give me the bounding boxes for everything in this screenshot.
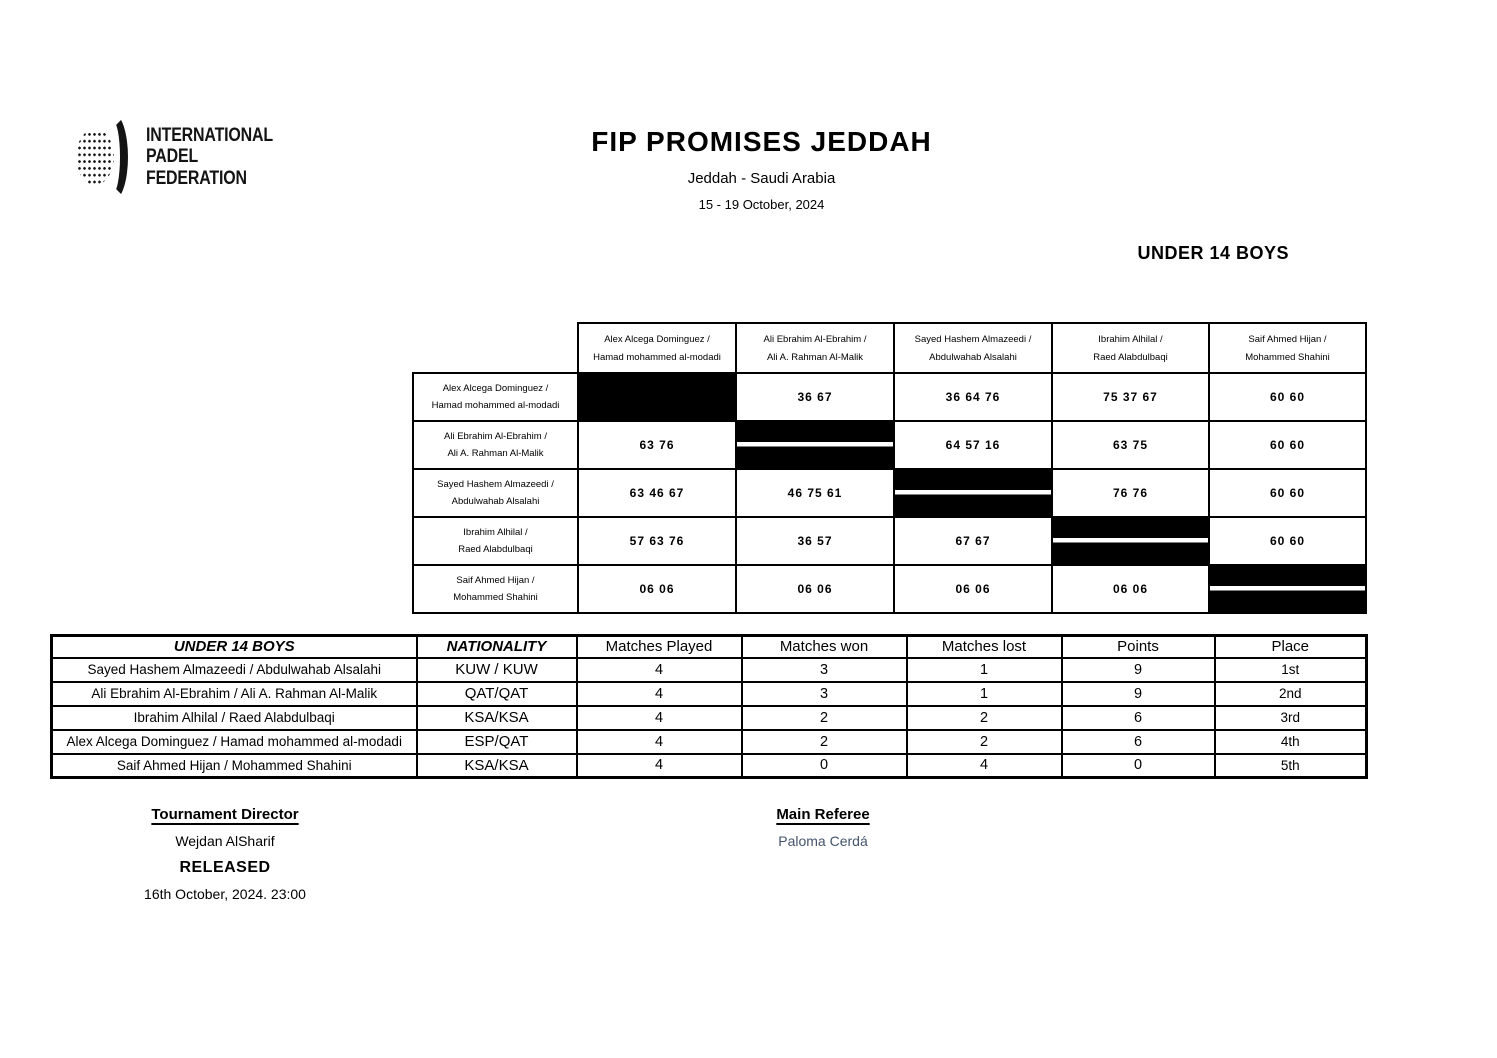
score-cell: 36 67 bbox=[736, 373, 894, 421]
points-cell: 6 bbox=[1062, 730, 1215, 754]
matrix-col-header bbox=[1209, 323, 1366, 373]
standings-header-category: UNDER 14 BOYS bbox=[52, 636, 417, 658]
matches-won-cell: 3 bbox=[742, 682, 907, 706]
team-name-line2: Hamad mohammed al-modadi bbox=[431, 400, 560, 411]
team-name-line2: Ali A. Rahman Al-Malik bbox=[447, 448, 544, 459]
results-matrix-table bbox=[412, 322, 1367, 614]
team-name-line1: Alex Alcega Dominguez / bbox=[604, 333, 710, 345]
matrix-col-header bbox=[736, 323, 894, 373]
matches-lost-cell: 2 bbox=[907, 706, 1062, 730]
team-name-line1: Saif Ahmed Hijan / bbox=[1248, 333, 1327, 345]
diagonal-cell bbox=[1052, 517, 1209, 565]
team-name-line2: Abdulwahab Alsalahi bbox=[451, 496, 540, 507]
team-name-line1: Saif Ahmed Hijan / bbox=[456, 575, 535, 586]
standings-header-matches-played: Matches Played bbox=[577, 636, 742, 658]
matches-lost-cell: 1 bbox=[907, 658, 1062, 682]
standings-row bbox=[52, 658, 1367, 682]
standings-header-nationality: NATIONALITY bbox=[417, 636, 577, 658]
team-name-line1: Ibrahim Alhilal / bbox=[463, 527, 528, 538]
points-cell: 6 bbox=[1062, 706, 1215, 730]
standings-header-place: Place bbox=[1215, 636, 1367, 658]
team-name-line1: Sayed Hashem Almazeedi / bbox=[914, 333, 1032, 345]
nationality-cell: KSA/KSA bbox=[417, 754, 577, 778]
tournament-director-name: Wejdan AlSharif bbox=[175, 833, 275, 849]
matches-played-cell: 4 bbox=[577, 658, 742, 682]
score-cell: 06 06 bbox=[736, 565, 894, 613]
points-cell: 9 bbox=[1062, 658, 1215, 682]
matches-won-cell: 2 bbox=[742, 706, 907, 730]
score-cell: 57 63 76 bbox=[578, 517, 736, 565]
score-cell: 60 60 bbox=[1209, 421, 1366, 469]
place-cell: 5th bbox=[1215, 754, 1367, 778]
matches-played-cell: 4 bbox=[577, 706, 742, 730]
matrix-col-header bbox=[578, 323, 736, 373]
main-referee-name: Paloma Cerdá bbox=[778, 833, 868, 849]
matches-won-cell: 2 bbox=[742, 730, 907, 754]
matrix-row bbox=[413, 373, 1366, 421]
place-cell: 4th bbox=[1215, 730, 1367, 754]
matches-lost-cell: 4 bbox=[907, 754, 1062, 778]
matrix-corner-cell bbox=[413, 323, 578, 373]
diagonal-cell bbox=[1209, 565, 1366, 613]
place-cell: 2nd bbox=[1215, 682, 1367, 706]
logo-line2: PADEL bbox=[146, 146, 199, 168]
title-block bbox=[13, 126, 1497, 212]
standings-table bbox=[50, 634, 1368, 779]
logo-line3: FEDERATION bbox=[146, 167, 247, 189]
score-cell: 75 37 67 bbox=[1052, 373, 1209, 421]
standings-header-matches-lost: Matches lost bbox=[907, 636, 1062, 658]
team-cell: Alex Alcega Dominguez / Hamad mohammed al-modadi bbox=[52, 730, 417, 754]
team-name-line1: Ali Ebrahim Al-Ebrahim / bbox=[444, 431, 547, 442]
team-cell: Ali Ebrahim Al-Ebrahim / Ali A. Rahman Al-Malik bbox=[52, 682, 417, 706]
team-name-line2: Raed Alabdulbaqi bbox=[458, 544, 533, 555]
score-cell: 76 76 bbox=[1052, 469, 1209, 517]
matrix-row-header bbox=[413, 469, 578, 517]
matrix-row-header bbox=[413, 565, 578, 613]
nationality-cell: QAT/QAT bbox=[417, 682, 577, 706]
score-cell: 63 76 bbox=[578, 421, 736, 469]
score-cell: 06 06 bbox=[1052, 565, 1209, 613]
score-cell: 63 75 bbox=[1052, 421, 1209, 469]
team-name-line2: Mohammed Shahini bbox=[453, 592, 538, 603]
matches-played-cell: 4 bbox=[577, 730, 742, 754]
team-cell: Sayed Hashem Almazeedi / Abdulwahab Alsalahi bbox=[52, 658, 417, 682]
team-name-line1: Ibrahim Alhilal / bbox=[1098, 333, 1163, 345]
team-name-line1: Alex Alcega Dominguez / bbox=[442, 383, 549, 394]
team-name-line2: Raed Alabdulbaqi bbox=[1093, 351, 1168, 363]
matches-won-cell: 0 bbox=[742, 754, 907, 778]
released-label: RELEASED bbox=[179, 859, 271, 876]
diagonal-cell bbox=[894, 469, 1052, 517]
score-cell: 67 67 bbox=[894, 517, 1052, 565]
score-cell: 60 60 bbox=[1209, 469, 1366, 517]
event-location: Jeddah - Saudi Arabia bbox=[687, 170, 836, 187]
score-cell: 46 75 61 bbox=[736, 469, 894, 517]
document-title: FIP PROMISES JEDDAH bbox=[591, 126, 932, 157]
standings-row bbox=[52, 706, 1367, 730]
tournament-director-block bbox=[75, 806, 375, 902]
score-cell: 06 06 bbox=[578, 565, 736, 613]
team-cell: Saif Ahmed Hijan / Mohammed Shahini bbox=[52, 754, 417, 778]
matrix-row bbox=[413, 421, 1366, 469]
diagonal-cell bbox=[736, 421, 894, 469]
category-heading: UNDER 14 BOYS bbox=[1137, 243, 1289, 263]
matrix-header-row bbox=[413, 323, 1366, 373]
team-name-line2: Abdulwahab Alsalahi bbox=[929, 351, 1017, 363]
team-name-line1: Ali Ebrahim Al-Ebrahim / bbox=[763, 333, 867, 345]
tournament-director-label: Tournament Director bbox=[151, 806, 299, 823]
standings-header-points: Points bbox=[1062, 636, 1215, 658]
matches-lost-cell: 1 bbox=[907, 682, 1062, 706]
matches-lost-cell: 2 bbox=[907, 730, 1062, 754]
matrix-row bbox=[413, 517, 1366, 565]
place-cell: 3rd bbox=[1215, 706, 1367, 730]
standings-row bbox=[52, 730, 1367, 754]
score-cell: 06 06 bbox=[894, 565, 1052, 613]
matrix-row-header bbox=[413, 517, 578, 565]
main-referee-label: Main Referee bbox=[776, 806, 870, 823]
released-datetime: 16th October, 2024. 23:00 bbox=[144, 886, 306, 902]
matrix-col-header bbox=[1052, 323, 1209, 373]
matrix-col-header bbox=[894, 323, 1052, 373]
score-cell: 36 57 bbox=[736, 517, 894, 565]
standings-header-row bbox=[52, 636, 1367, 658]
score-cell: 63 46 67 bbox=[578, 469, 736, 517]
diagonal-cell bbox=[578, 373, 736, 421]
standings-row bbox=[52, 682, 1367, 706]
nationality-cell: KSA/KSA bbox=[417, 706, 577, 730]
score-cell: 60 60 bbox=[1209, 373, 1366, 421]
nationality-cell: ESP/QAT bbox=[417, 730, 577, 754]
matches-played-cell: 4 bbox=[577, 754, 742, 778]
standings-row bbox=[52, 754, 1367, 778]
matches-won-cell: 3 bbox=[742, 658, 907, 682]
logo-line1: INTERNATIONAL bbox=[146, 124, 273, 146]
nationality-cell: KUW / KUW bbox=[417, 658, 577, 682]
matrix-row-header bbox=[413, 373, 578, 421]
team-name-line2: Ali A. Rahman Al-Malik bbox=[766, 351, 864, 363]
event-dates: 15 - 19 October, 2024 bbox=[698, 197, 825, 212]
score-cell: 36 64 76 bbox=[894, 373, 1052, 421]
matrix-row bbox=[413, 565, 1366, 613]
score-cell: 64 57 16 bbox=[894, 421, 1052, 469]
team-name-line2: Hamad mohammed al-modadi bbox=[593, 351, 721, 363]
points-cell: 0 bbox=[1062, 754, 1215, 778]
team-name-line2: Mohammed Shahini bbox=[1245, 351, 1330, 363]
team-cell: Ibrahim Alhilal / Raed Alabdulbaqi bbox=[52, 706, 417, 730]
standings-header-matches-won: Matches won bbox=[742, 636, 907, 658]
points-cell: 9 bbox=[1062, 682, 1215, 706]
matrix-row-header bbox=[413, 421, 578, 469]
matches-played-cell: 4 bbox=[577, 682, 742, 706]
team-name-line1: Sayed Hashem Almazeedi / bbox=[437, 479, 554, 490]
main-referee-block bbox=[673, 806, 973, 849]
place-cell: 1st bbox=[1215, 658, 1367, 682]
matrix-row bbox=[413, 469, 1366, 517]
score-cell: 60 60 bbox=[1209, 517, 1366, 565]
